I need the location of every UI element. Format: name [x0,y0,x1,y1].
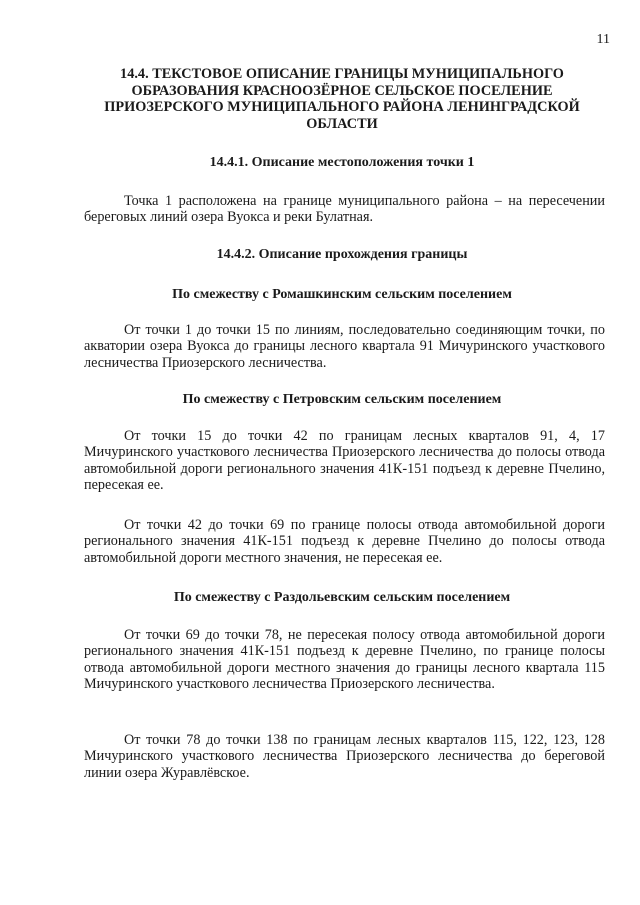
subheading-razdolevskoe: По смежеству с Раздольевским сельским поселением [173,590,511,605]
subheading-petrovskoe: По смежеству с Петровским сельским поселением [182,392,502,407]
section-heading-boundary: 14.4.2. Описание прохождения границы [216,247,468,262]
paragraph-petrovskoe-2: От точки 42 до точки 69 по границе полосы отвода автомобильной дороги регионального значения 41К-151 подъезд к деревне Пчелино до полосы отвода автомобильной дороги местного значения, не пересекая ее. [84,517,605,566]
paragraph-romashkinskoe: От точки 1 до точки 15 по линиям, последовательно соединяющим точки, по акватории озера Вуокса до границы лесного квартала 91 Мичуринского участкового лесничества Приозерского лесничества. [84,322,605,371]
paragraph-point-1-location: Точка 1 расположена на границе муниципального района – на пересечении береговых линий озера Вуокса и реки Булатная. [84,193,605,226]
document-title: 14.4. ТЕКСТОВОЕ ОПИСАНИЕ ГРАНИЦЫ МУНИЦИПАЛЬНОГО ОБРАЗОВАНИЯ КРАСНООЗЁРНОЕ СЕЛЬСКОЕ ПОСЕЛЕНИЕ ПРИОЗЕРСКОГО МУНИЦИПАЛЬНОГО РАЙОНА ЛЕНИНГРАДСКОЙ ОБЛАСТИ [104,66,580,132]
paragraph-petrovskoe-1: От точки 15 до точки 42 по границам лесных кварталов 91, 4, 17 Мичуринского участкового лесничества Приозерского лесничества до полосы отвода автомобильной дороги регионального значения 41К-151 подъезд к деревне Пчелино, пересекая ее. [84,428,605,494]
subheading-romashkinskoe: По смежеству с Ромашкинским сельским поселением [172,287,512,302]
paragraph-razdolevskoe-2: От точки 78 до точки 138 по границам лесных кварталов 115, 122, 123, 128 Мичуринского участкового лесничества Приозерского лесничества до береговой линии озера Журавлёвское. [84,732,605,781]
page-number: 11 [596,32,610,47]
paragraph-razdolevskoe-1: От точки 69 до точки 78, не пересекая полосу отвода автомобильной дороги регионального значения 41К-151 подъезд к деревне Пчелино, по границе полосы отвода автомобильной дороги местного значения до границы лесного квартала 115 Мичуринского участкового лесничества Приозерского лесничества. [84,627,605,693]
section-heading-point-1: 14.4.1. Описание местоположения точки 1 [209,155,475,170]
